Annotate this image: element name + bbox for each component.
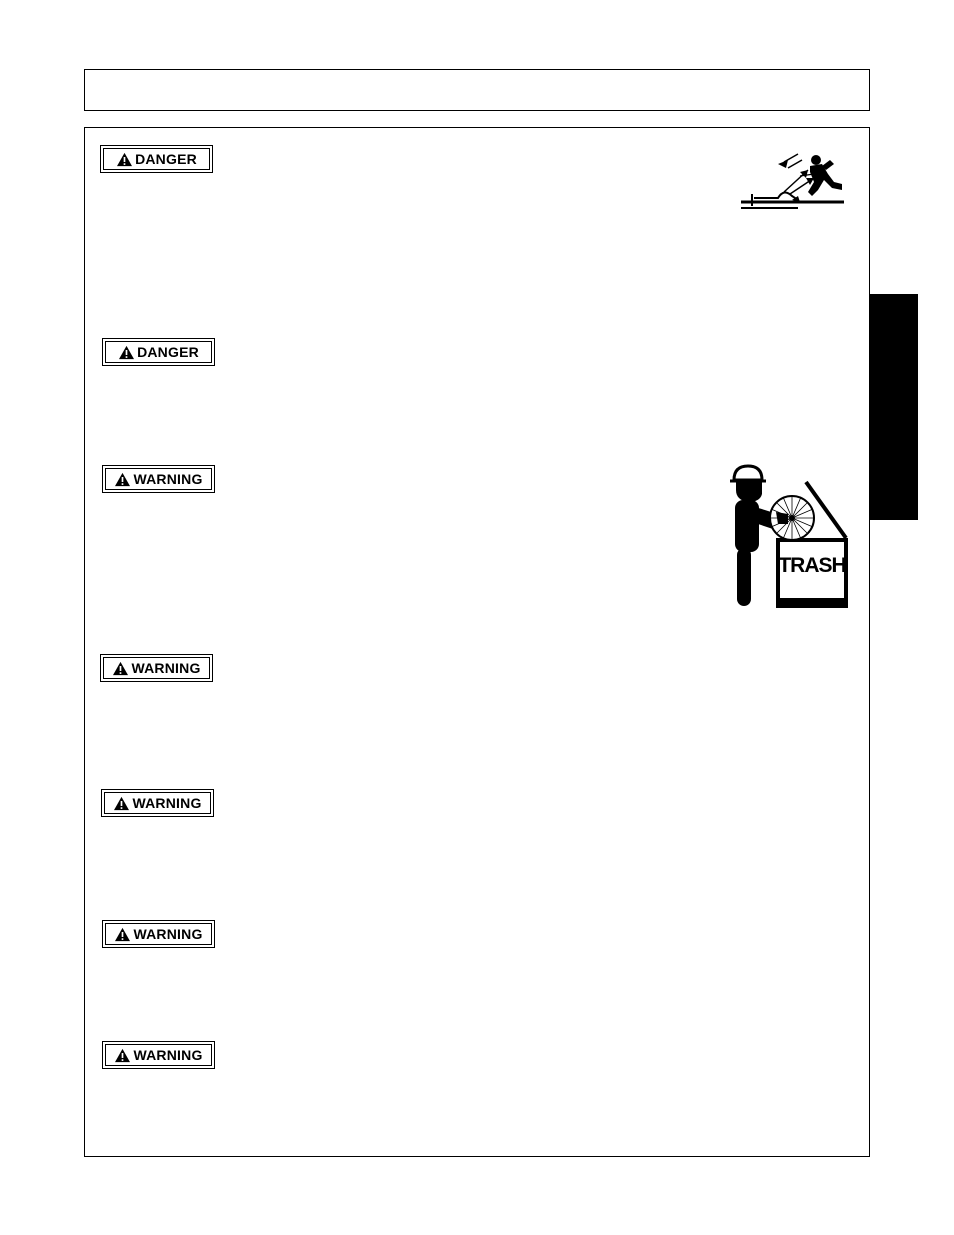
warning-triangle-icon: [118, 345, 135, 360]
danger-badge-1: [100, 145, 213, 173]
trash-label: TRASH: [778, 554, 846, 577]
warning-triangle-icon: [112, 661, 129, 676]
danger-label: DANGER: [137, 344, 199, 360]
danger-badge-2: [102, 338, 215, 366]
warning-label: WARNING: [133, 1047, 203, 1063]
warning-label: WARNING: [133, 926, 203, 942]
warning-label: WARNING: [133, 471, 203, 487]
warning-label: WARNING: [132, 795, 202, 811]
trash-disposal-icon: [722, 462, 852, 612]
warning-triangle-icon: [113, 796, 130, 811]
section-tab: [869, 294, 918, 520]
warning-badge-5: [102, 1041, 215, 1069]
warning-label: WARNING: [131, 660, 201, 676]
warning-badge-3: [101, 789, 214, 817]
warning-triangle-icon: [114, 472, 131, 487]
warning-triangle-icon: [116, 152, 133, 167]
warning-badge-1: [102, 465, 215, 493]
warning-triangle-icon: [114, 927, 131, 942]
page-header-box: [84, 69, 870, 111]
danger-label: DANGER: [135, 151, 197, 167]
warning-triangle-icon: [114, 1048, 131, 1063]
warning-badge-4: [102, 920, 215, 948]
thrown-object-injury-icon: [738, 150, 848, 212]
warning-badge-2: [100, 654, 213, 682]
safety-content-box: [84, 127, 870, 1157]
